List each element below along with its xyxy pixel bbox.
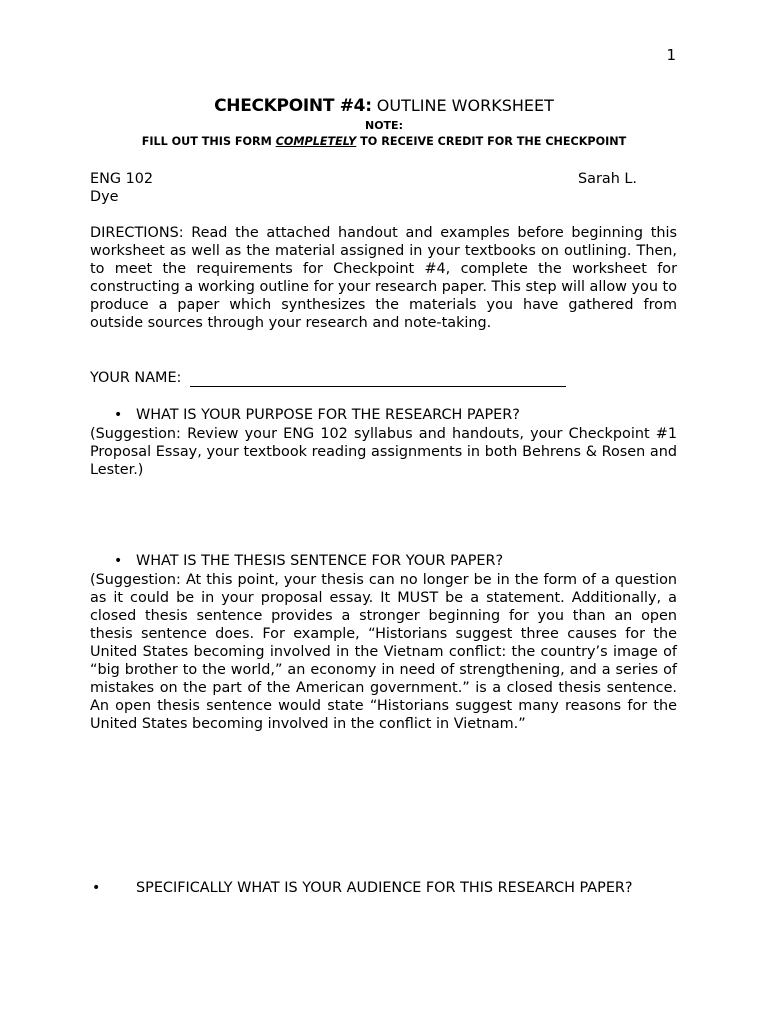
note-label: NOTE: bbox=[365, 119, 403, 132]
question-3-text: SPECIFICALLY WHAT IS YOUR AUDIENCE FOR THIS RESEARCH PAPER? bbox=[136, 880, 633, 896]
your-name-label: YOUR NAME: bbox=[90, 370, 186, 386]
checkpoint-label: CHECKPOINT #4 bbox=[214, 96, 366, 116]
question-2-text: WHAT IS THE THESIS SENTENCE FOR YOUR PAPER? bbox=[136, 553, 504, 569]
fill-before: FILL OUT THIS FORM bbox=[141, 135, 276, 148]
instructor-first: Sarah L. bbox=[578, 171, 637, 187]
title-rest: OUTLINE WORKSHEET bbox=[371, 96, 554, 115]
question-1-text: WHAT IS YOUR PURPOSE FOR THE RESEARCH PAPER? bbox=[136, 407, 520, 423]
directions-paragraph: DIRECTIONS: Read the attached handout and examples before beginning this worksheet as well as the material assigned in your textbooks on outlining. Then, to meet the requirements for Checkpoint #4, complete the worksheet for constructing a working outline for your research paper. This step will allow you to produce a paper which synthesizes the materials you have gathered from outside sources through your research and note-taking. bbox=[90, 225, 677, 331]
question-1 bbox=[114, 406, 674, 424]
title-colon: : bbox=[365, 96, 372, 116]
your-name-blank[interactable] bbox=[190, 371, 566, 387]
bullet-icon: • bbox=[92, 880, 101, 896]
question-2-suggestion: (Suggestion: At this point, your thesis can no longer be in the form of a question as it could be in your proposal essay. It MUST be a statement. Additionally, a closed thesis sentence provides a stronger beginning for you than an open thesis sentence does. For example, “Historians suggest three causes for the United States becoming involved in the Vietnam conflict: the country’s image of “big brother to the world,” an economy in need of strengthening, and a series of mistakes on the part of the American government.” is a closed thesis sentence. An open thesis sentence would state “Historians suggest many reasons for the United States becoming involved in the conflict in Vietnam.” bbox=[90, 572, 677, 732]
question-3 bbox=[92, 879, 676, 897]
your-name-row bbox=[90, 369, 566, 387]
question-1-suggestion: (Suggestion: Review your ENG 102 syllabus and handouts, your Checkpoint #1 Proposal Essay, your textbook reading assignments in both Behrens & Rosen and Lester.) bbox=[90, 426, 677, 478]
bullet-icon: • bbox=[114, 553, 123, 569]
worksheet-title bbox=[0, 96, 768, 116]
instructor-last: Dye bbox=[90, 189, 119, 205]
fill-after: TO RECEIVE CREDIT FOR THE CHECKPOINT bbox=[356, 135, 627, 148]
bullet-icon: • bbox=[114, 407, 123, 423]
page-number: 1 bbox=[666, 46, 676, 64]
question-2 bbox=[114, 552, 674, 570]
fill-instruction bbox=[0, 135, 768, 149]
course-row bbox=[90, 170, 677, 188]
course-code: ENG 102 bbox=[90, 171, 154, 187]
fill-emphasis: COMPLETELY bbox=[275, 135, 357, 148]
